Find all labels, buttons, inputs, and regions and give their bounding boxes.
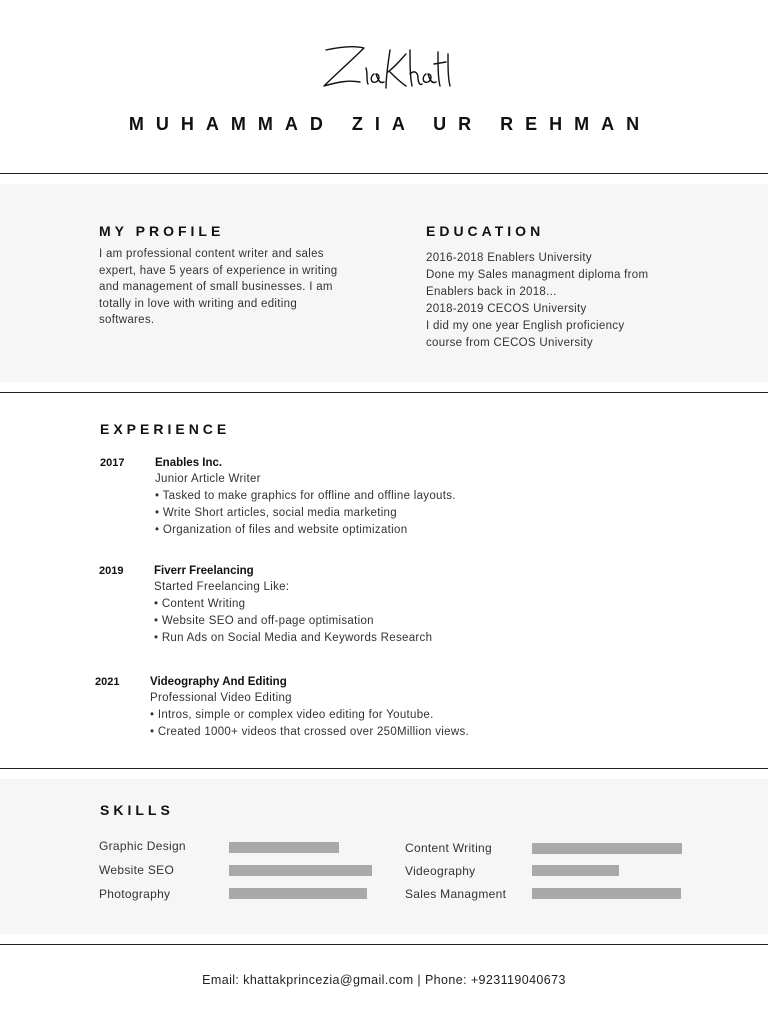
skill-bar: [229, 842, 339, 853]
job-detail: • Run Ads on Social Media and Keywords Research: [154, 632, 433, 644]
skills-title: SKILLS: [100, 802, 174, 818]
profile-line: I am professional content writer and sales: [99, 248, 324, 260]
job-year: 2019: [99, 565, 124, 577]
education-line: 2018-2019 CECOS University: [426, 303, 587, 315]
signature-graphic: [314, 36, 454, 96]
divider: [0, 173, 768, 174]
job-year: 2017: [100, 457, 125, 469]
job-detail: Started Freelancing Like:: [154, 581, 290, 593]
skill-bar: [532, 843, 682, 854]
full-name: MUHAMMAD ZIA UR REHMAN: [128, 114, 652, 134]
education-line: Enablers back in 2018...: [426, 286, 557, 298]
divider: [0, 944, 768, 945]
job-entry: [150, 675, 469, 741]
skill-bar: [532, 865, 619, 876]
job-company: Enables Inc.: [155, 457, 223, 469]
education-line: I did my one year English proficiency: [426, 320, 625, 332]
profile-line: and management of small businesses. I am: [99, 281, 333, 293]
job-detail: • Organization of files and website optimization: [155, 524, 408, 536]
job-company: Fiverr Freelancing: [154, 565, 254, 577]
profile-text: [99, 246, 338, 329]
job-detail: • Intros, simple or complex video editing for Youtube.: [150, 709, 434, 721]
profile-title: MY PROFILE: [99, 223, 225, 239]
skill-label: Website SEO: [99, 863, 175, 877]
profile-line: softwares.: [99, 314, 155, 326]
education-line: 2016-2018 Enablers University: [426, 252, 592, 264]
divider: [0, 392, 768, 393]
job-detail: • Website SEO and off-page optimisation: [154, 615, 374, 627]
education-text: [426, 250, 648, 352]
job-year: 2021: [95, 676, 120, 688]
job-detail: • Created 1000+ videos that crossed over 250Million views.: [150, 726, 469, 738]
education-title: EDUCATION: [426, 223, 545, 239]
job-entry: [154, 564, 432, 647]
experience-title: EXPERIENCE: [100, 421, 231, 437]
skill-bar: [229, 865, 372, 876]
job-detail: Professional Video Editing: [150, 692, 292, 704]
job-detail: • Content Writing: [154, 598, 246, 610]
job-entry: [155, 456, 456, 539]
skill-bar: [229, 888, 367, 899]
profile-line: totally in love with writing and editing: [99, 297, 298, 310]
job-detail: Junior Article Writer: [155, 473, 261, 485]
contact-info: Email: khattakprincezia@gmail.com | Phone: +923119040673: [202, 973, 566, 987]
skill-label: Videography: [405, 864, 476, 878]
education-line: Done my Sales managment diploma from: [426, 269, 649, 281]
skill-label: Content Writing: [405, 841, 492, 855]
skill-label: Photography: [99, 887, 171, 901]
job-company: Videography And Editing: [150, 676, 287, 688]
education-line: course from CECOS University: [426, 337, 593, 349]
job-detail: • Tasked to make graphics for offline and offline layouts.: [155, 490, 456, 502]
job-detail: • Write Short articles, social media marketing: [155, 507, 397, 519]
divider: [0, 768, 768, 769]
profile-line: expert, have 5 years of experience in writing: [99, 264, 338, 277]
skill-bar: [532, 888, 681, 899]
signature: [0, 36, 768, 96]
skill-label: Graphic Design: [99, 839, 186, 853]
skill-label: Sales Managment: [405, 887, 507, 901]
